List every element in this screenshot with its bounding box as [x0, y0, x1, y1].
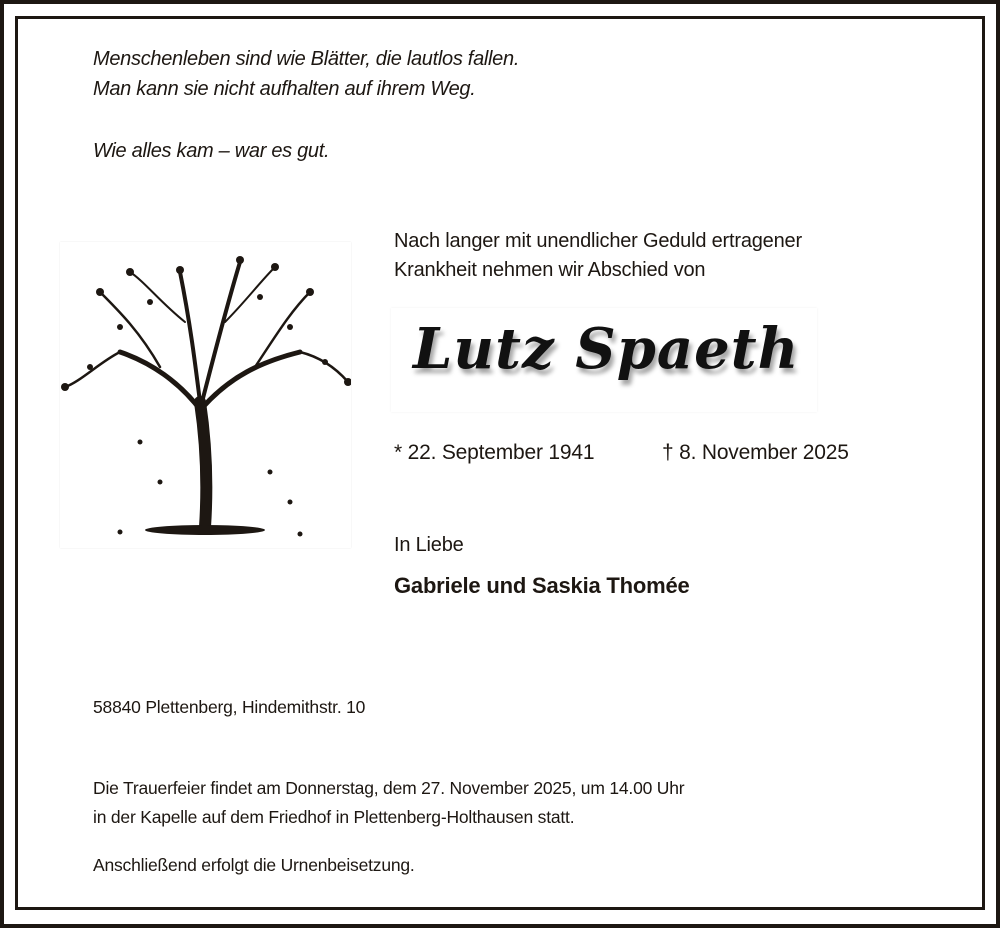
poem-line-2: Man kann sie nicht aufhalten auf ihrem Weg. [93, 78, 476, 100]
death-date: † 8. November 2025 [662, 441, 849, 464]
in-love: In Liebe [394, 534, 464, 556]
birth-date: * 22. September 1941 [394, 441, 595, 464]
poem-line-1: Menschenleben sind wie Blätter, die lautlos fallen. [93, 48, 520, 70]
intro-line-2: Krankheit nehmen wir Abschied von [394, 259, 706, 281]
deceased-name: Lutz Spaeth [413, 316, 800, 382]
address: 58840 Plettenberg, Hindemithstr. 10 [93, 697, 366, 717]
intro-line-1: Nach langer mit unendlicher Geduld ertragener [394, 230, 802, 252]
mourners: Gabriele und Saskia Thomée [394, 573, 690, 598]
ceremony-line-3: Anschließend erfolgt die Urnenbeisetzung. [93, 855, 415, 875]
ceremony-line-2: in der Kapelle auf dem Friedhof in Plettenberg-Holthausen statt. [93, 807, 575, 827]
deceased-name-image [391, 308, 817, 412]
tree-image [60, 242, 351, 548]
ceremony-line-1: Die Trauerfeier findet am Donnerstag, dem 27. November 2025, um 14.00 Uhr [93, 778, 685, 798]
poem-line-3: Wie alles kam – war es gut. [93, 140, 330, 162]
